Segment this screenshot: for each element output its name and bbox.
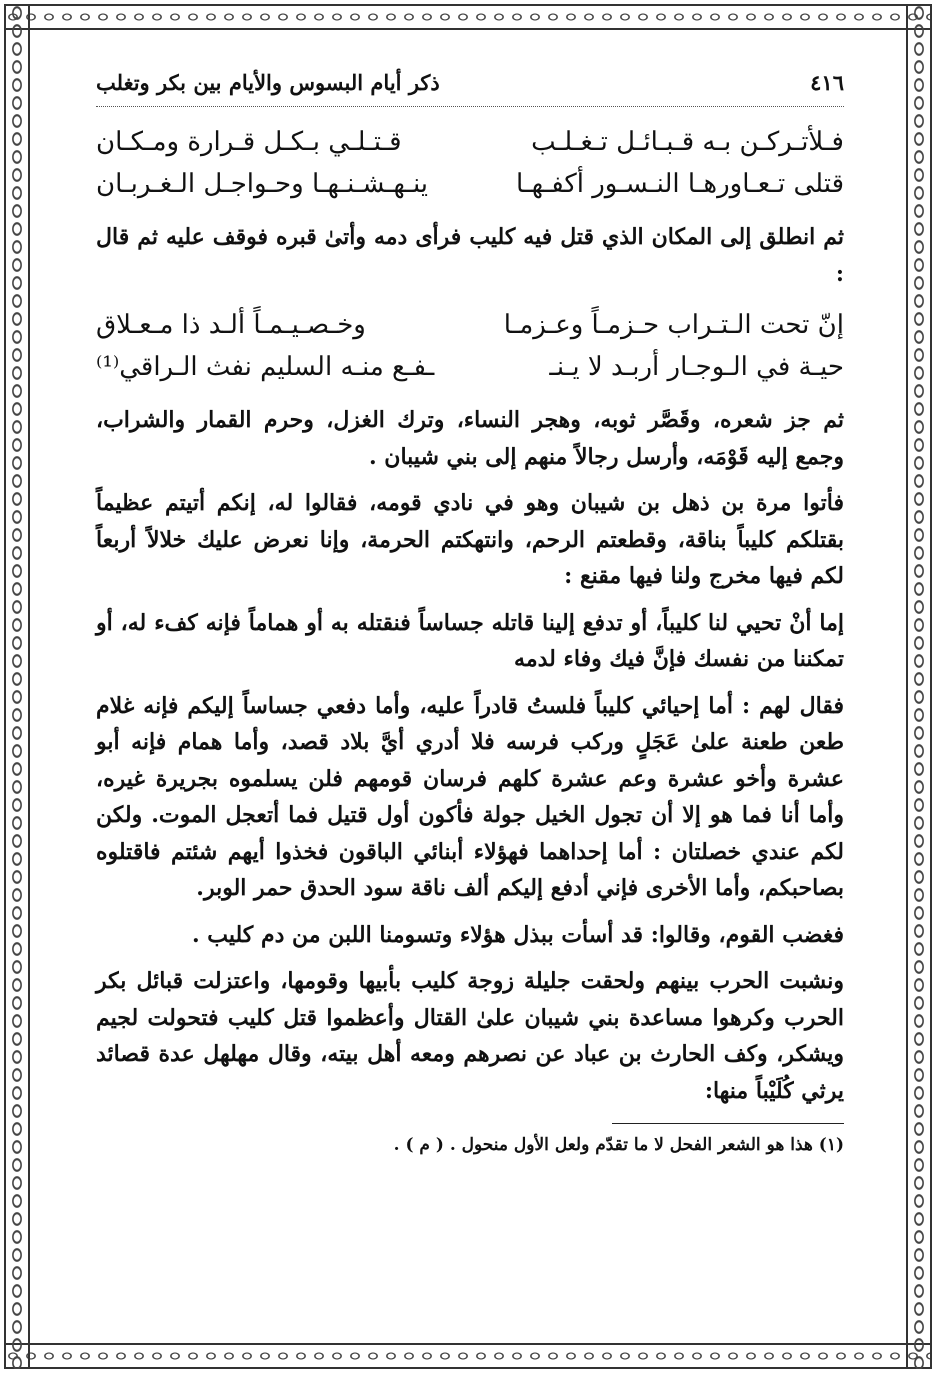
body-paragraph: إما أنْ تحيي لنا كليباً، أو تدفع إلينا قاتله جساساً فنقتله به أو هماماً فإنه كفء له، أو تمكننا من نفسك فإنَّ فيك وفاء لدمه [96, 609, 844, 672]
poem-verse [96, 163, 844, 205]
poem-block-2 [96, 304, 844, 388]
verse-first-hemistich: إنّ تحت الـتـراب حـزمـاً وعـزمـا [503, 310, 844, 340]
decorative-border-left [4, 4, 30, 1369]
page-number: ٤١٦ [810, 70, 844, 95]
decorative-border-bottom [4, 1343, 932, 1369]
verse-first-hemistich: قتلى تـعـاورهـا النـسـور أكفـهـا [516, 169, 844, 199]
verse-second-hemistich: ـفـع منـه السليم نفث الـراقي⁽¹⁾ [96, 352, 435, 382]
poem-verse [96, 121, 844, 163]
footnote: (١) هذا هو الشعر الفحل لا ما تقدّم ولعل الأول منحول . ( م ) . [393, 1135, 844, 1155]
body-paragraph: فقال لهم : أما إحيائي كليباً فلستُ قادراً عليه، وأما دفعي جساساً إليكم فإنه غلام طعن طعنة علىٰ عَجَلٍ وركب فرسه فلا أدري أيَّ بلاد قصد، وأما همام فإنه أبو عشرة وأخو عشرة وعم عشرة كلهم فرسان قومهم فلن يسلموه بجريرة غيره، وأما أنا فما هو إلا أن تجول الخيل جولة فأكون أول قتيل فما أتعجل الموت. ولكن لكم عندي خصلتان : أما إحداهما فهؤلاء أبنائي الباقون فخذوا أيهم شئتم فاقتلوه بصاحبكم، وأما الأخرى فإني أدفع إليكم ألف ناقة سود الحدق حمر الوبر. [96, 692, 844, 901]
body-paragraph: ثم جز شعره، وقَصَّر ثوبه، وهجر النساء، وترك الغزل، وحرم القمار والشراب، وجمع إليه قَوْمَه، وأرسل رجالاً منهم إلى بني شيبان . [96, 407, 844, 470]
body-paragraph: فغضب القوم، وقالوا: قد أسأت ببذل هؤلاء وتسومنا اللبن من دم كليب . [191, 921, 844, 948]
book-page [96, 70, 844, 1158]
body-paragraph: ونشبت الحرب بينهم ولحقت جليلة زوجة كليب بأبيها وقومها، واعتزلت قبائل بكر الحرب وكرهوا مساعدة بني شيبان علىٰ القتال وأعظموا قتل كليب فتحولت لجيم ويشكر، وكف الحارث بن عباد عن نصرهم ومعه أهل بيته، وقال مهلهل عدة قصائد يرثي كُلَيْباً منها: [96, 968, 844, 1104]
running-title: ذكر أيام البسوس والأيام بين بكر وتغلب [96, 70, 440, 95]
verse-first-hemistich: حيـة في الـوجـار أربـد لا يـنـ [549, 352, 844, 382]
verse-first-hemistich: فـلأتـركـن بـه قـبـائـل تـغـلـب [531, 127, 844, 157]
intro-paragraph: ثم انطلق إلى المكان الذي قتل فيه كليب فرأى دمه وأتىٰ قبره فوقف عليه ثم قال : [96, 224, 844, 287]
body-paragraph: فأتوا مرة بن ذهل بن شيبان وهو في نادي قومه، فقالوا له، إنكم أتيتم عظيماً بقتلكم كليباً بناقة، وقطعتم الرحم، وانتهكتم الحرمة، وإنا نعرض عليك خلالاً أربعاً لكم فيها مخرج ولنا فيها مقنع : [96, 490, 844, 589]
verse-second-hemistich: ينـهـشـنـهـا وحـواجـل الـغـربـان [96, 169, 429, 199]
decorative-border-right [906, 4, 932, 1369]
footnote-divider [612, 1123, 844, 1124]
verse-second-hemistich: قـتـلـي بـكـل قـرارة ومـكـان [96, 127, 402, 157]
poem-block-1 [96, 121, 844, 205]
poem-verse [96, 304, 844, 346]
poem-verse [96, 346, 844, 388]
verse-second-hemistich: وخـصـيـمـاً ألـد ذا مـعـلاق [96, 310, 366, 340]
decorative-border-top [4, 4, 932, 30]
page-header [96, 70, 844, 107]
